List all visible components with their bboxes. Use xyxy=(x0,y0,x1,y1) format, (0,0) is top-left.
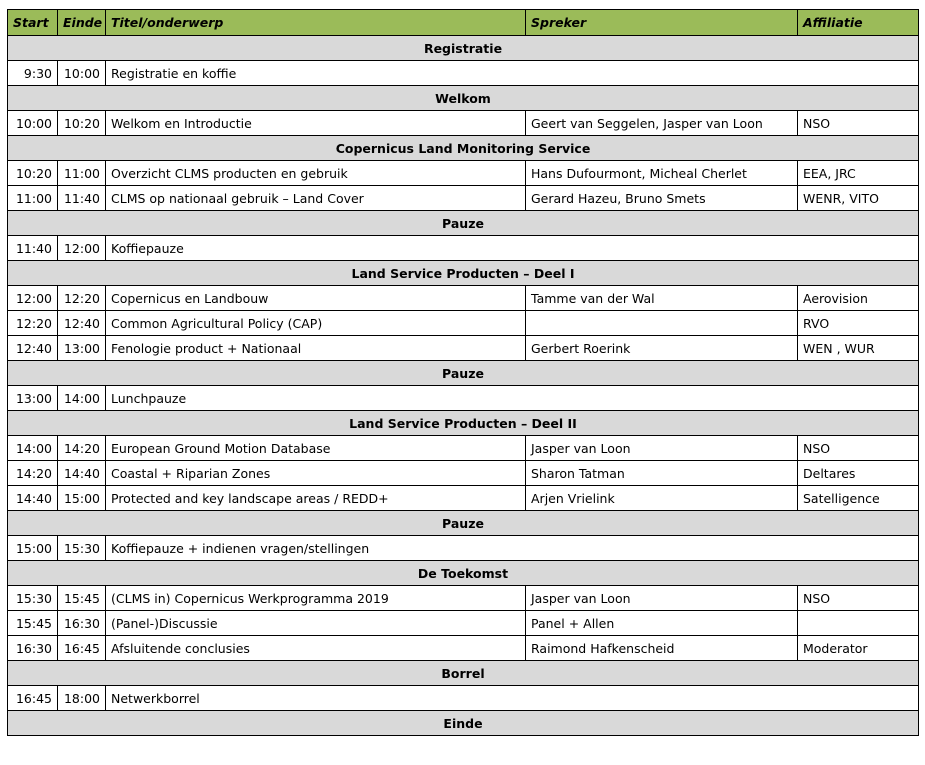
table-row xyxy=(8,286,919,311)
speaker-cell: Jasper van Loon xyxy=(526,436,798,461)
table-row xyxy=(8,236,919,261)
start-time-cell: 16:30 xyxy=(8,636,58,661)
section-row xyxy=(8,411,919,436)
header-affiliation: Affiliatie xyxy=(798,10,919,36)
title-cell: (Panel-)Discussie xyxy=(106,611,526,636)
start-time-cell: 16:45 xyxy=(8,686,58,711)
table-row xyxy=(8,686,919,711)
end-time-cell: 10:00 xyxy=(58,61,106,86)
affiliation-cell: NSO xyxy=(798,586,919,611)
table-row xyxy=(8,611,919,636)
speaker-cell: Tamme van der Wal xyxy=(526,286,798,311)
section-title: Copernicus Land Monitoring Service xyxy=(8,136,919,161)
section-title: Welkom xyxy=(8,86,919,111)
section-title: Land Service Producten – Deel II xyxy=(8,411,919,436)
header-end: Einde xyxy=(58,10,106,36)
section-title: Pauze xyxy=(8,511,919,536)
table-row xyxy=(8,636,919,661)
table-row xyxy=(8,61,919,86)
end-time-cell: 15:30 xyxy=(58,536,106,561)
end-time-cell: 18:00 xyxy=(58,686,106,711)
start-time-cell: 9:30 xyxy=(8,61,58,86)
section-title: Borrel xyxy=(8,661,919,686)
start-time-cell: 11:40 xyxy=(8,236,58,261)
program-body xyxy=(8,36,919,736)
end-time-cell: 11:40 xyxy=(58,186,106,211)
affiliation-cell: EEA, JRC xyxy=(798,161,919,186)
start-time-cell: 10:00 xyxy=(8,111,58,136)
title-cell: Fenologie product + Nationaal xyxy=(106,336,526,361)
end-time-cell: 14:00 xyxy=(58,386,106,411)
start-time-cell: 15:00 xyxy=(8,536,58,561)
table-row xyxy=(8,536,919,561)
speaker-cell: Panel + Allen xyxy=(526,611,798,636)
end-time-cell: 12:40 xyxy=(58,311,106,336)
start-time-cell: 15:45 xyxy=(8,611,58,636)
title-cell: Koffiepauze + indienen vragen/stellingen xyxy=(106,536,919,561)
end-time-cell: 12:00 xyxy=(58,236,106,261)
section-row xyxy=(8,261,919,286)
affiliation-cell: RVO xyxy=(798,311,919,336)
start-time-cell: 14:00 xyxy=(8,436,58,461)
title-cell: Koffiepauze xyxy=(106,236,919,261)
affiliation-cell: NSO xyxy=(798,436,919,461)
start-time-cell: 11:00 xyxy=(8,186,58,211)
table-row xyxy=(8,336,919,361)
title-cell: Afsluitende conclusies xyxy=(106,636,526,661)
title-cell: Registratie en koffie xyxy=(106,61,919,86)
end-time-cell: 15:00 xyxy=(58,486,106,511)
table-row xyxy=(8,436,919,461)
title-cell: European Ground Motion Database xyxy=(106,436,526,461)
table-row xyxy=(8,161,919,186)
header-title: Titel/onderwerp xyxy=(106,10,526,36)
speaker-cell: Geert van Seggelen, Jasper van Loon xyxy=(526,111,798,136)
start-time-cell: 12:40 xyxy=(8,336,58,361)
section-title: Land Service Producten – Deel I xyxy=(8,261,919,286)
speaker-cell: Raimond Hafkenscheid xyxy=(526,636,798,661)
speaker-cell: Gerard Hazeu, Bruno Smets xyxy=(526,186,798,211)
speaker-cell: Sharon Tatman xyxy=(526,461,798,486)
end-time-cell: 14:40 xyxy=(58,461,106,486)
title-cell: Common Agricultural Policy (CAP) xyxy=(106,311,526,336)
table-row xyxy=(8,111,919,136)
header-row xyxy=(8,10,919,36)
affiliation-cell: Moderator xyxy=(798,636,919,661)
end-time-cell: 12:20 xyxy=(58,286,106,311)
section-title: Pauze xyxy=(8,361,919,386)
table-row xyxy=(8,461,919,486)
start-time-cell: 12:00 xyxy=(8,286,58,311)
section-row xyxy=(8,36,919,61)
section-title: Einde xyxy=(8,711,919,736)
section-row xyxy=(8,361,919,386)
title-cell: CLMS op nationaal gebruik – Land Cover xyxy=(106,186,526,211)
start-time-cell: 10:20 xyxy=(8,161,58,186)
section-title: Pauze xyxy=(8,211,919,236)
title-cell: Coastal + Riparian Zones xyxy=(106,461,526,486)
speaker-cell: Jasper van Loon xyxy=(526,586,798,611)
section-title: De Toekomst xyxy=(8,561,919,586)
affiliation-cell: WENR, VITO xyxy=(798,186,919,211)
section-row xyxy=(8,136,919,161)
table-row xyxy=(8,586,919,611)
end-time-cell: 11:00 xyxy=(58,161,106,186)
start-time-cell: 14:20 xyxy=(8,461,58,486)
header-speaker: Spreker xyxy=(526,10,798,36)
end-time-cell: 16:45 xyxy=(58,636,106,661)
affiliation-cell: WEN , WUR xyxy=(798,336,919,361)
speaker-cell: Hans Dufourmont, Micheal Cherlet xyxy=(526,161,798,186)
end-time-cell: 15:45 xyxy=(58,586,106,611)
table-row xyxy=(8,311,919,336)
affiliation-cell xyxy=(798,611,919,636)
title-cell: (CLMS in) Copernicus Werkprogramma 2019 xyxy=(106,586,526,611)
title-cell: Netwerkborrel xyxy=(106,686,919,711)
affiliation-cell: NSO xyxy=(798,111,919,136)
start-time-cell: 14:40 xyxy=(8,486,58,511)
title-cell: Welkom en Introductie xyxy=(106,111,526,136)
speaker-cell: Gerbert Roerink xyxy=(526,336,798,361)
table-row xyxy=(8,486,919,511)
end-time-cell: 13:00 xyxy=(58,336,106,361)
program-table xyxy=(7,9,919,736)
speaker-cell: Arjen Vrielink xyxy=(526,486,798,511)
table-row xyxy=(8,386,919,411)
table-row xyxy=(8,186,919,211)
end-time-cell: 10:20 xyxy=(58,111,106,136)
affiliation-cell: Aerovision xyxy=(798,286,919,311)
speaker-cell xyxy=(526,311,798,336)
title-cell: Lunchpauze xyxy=(106,386,919,411)
affiliation-cell: Satelligence xyxy=(798,486,919,511)
section-row xyxy=(8,711,919,736)
start-time-cell: 13:00 xyxy=(8,386,58,411)
section-row xyxy=(8,661,919,686)
title-cell: Copernicus en Landbouw xyxy=(106,286,526,311)
section-row xyxy=(8,211,919,236)
header-start: Start xyxy=(8,10,58,36)
section-row xyxy=(8,511,919,536)
start-time-cell: 12:20 xyxy=(8,311,58,336)
start-time-cell: 15:30 xyxy=(8,586,58,611)
section-row xyxy=(8,86,919,111)
title-cell: Overzicht CLMS producten en gebruik xyxy=(106,161,526,186)
affiliation-cell: Deltares xyxy=(798,461,919,486)
end-time-cell: 14:20 xyxy=(58,436,106,461)
title-cell: Protected and key landscape areas / REDD+ xyxy=(106,486,526,511)
section-row xyxy=(8,561,919,586)
section-title: Registratie xyxy=(8,36,919,61)
end-time-cell: 16:30 xyxy=(58,611,106,636)
